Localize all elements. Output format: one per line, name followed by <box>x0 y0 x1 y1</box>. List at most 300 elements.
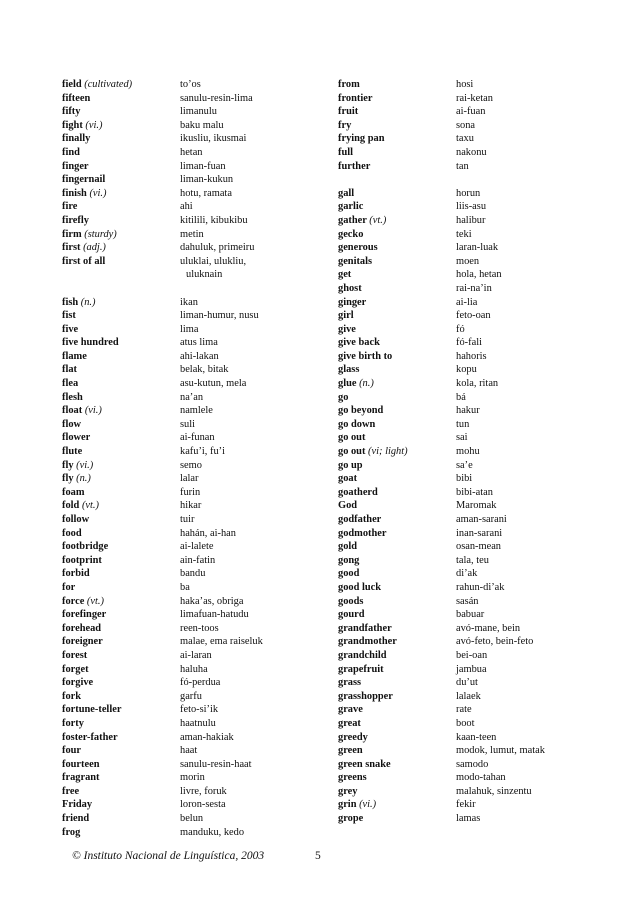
translation: rai-ketan <box>456 92 493 104</box>
dictionary-entry <box>62 228 354 242</box>
headword-text: flute <box>62 446 83 458</box>
headword-text: good luck <box>338 581 382 593</box>
headword <box>62 363 180 377</box>
translation: tun <box>456 418 470 430</box>
headword-text: frontier <box>338 92 373 104</box>
headword-text: goatherd <box>338 486 378 498</box>
translation: avó-mane, bein <box>456 622 521 634</box>
headword-text: go down <box>338 418 376 430</box>
translation: reen-toos <box>180 622 219 634</box>
headword-text: fight <box>62 119 83 131</box>
dictionary-entry <box>62 200 354 214</box>
headword-text: fly <box>62 459 74 471</box>
translation: kola, ritan <box>456 378 499 390</box>
translation: to’os <box>180 79 201 90</box>
headword <box>62 445 180 459</box>
headword-text: go out <box>338 446 366 458</box>
translation: belak, bitak <box>180 364 229 376</box>
dictionary-entry <box>62 146 354 160</box>
translation: sasán <box>456 595 479 607</box>
headword-text: foster-father <box>62 731 118 743</box>
headword <box>62 676 180 690</box>
headword <box>338 241 456 255</box>
translation: mohu <box>456 446 480 458</box>
headword <box>338 703 456 717</box>
translation: haluha <box>180 663 208 675</box>
headword-text: fifty <box>62 106 81 118</box>
dictionary-entry <box>62 812 354 826</box>
headword-text: fragrant <box>62 772 100 784</box>
headword <box>338 78 456 92</box>
headword-text: goods <box>338 595 364 607</box>
translation: livre, foruk <box>180 785 227 797</box>
headword-text: float <box>62 405 83 417</box>
translation: lalaek <box>456 690 481 702</box>
dictionary-entry <box>338 363 630 377</box>
translation: bei-oan <box>456 649 488 661</box>
dictionary-entry <box>338 78 630 92</box>
headword-text: forgive <box>62 677 94 689</box>
dictionary-entry <box>338 459 630 473</box>
dictionary-entry <box>338 404 630 418</box>
headword <box>338 105 456 119</box>
grammar-note: (vt.) <box>86 595 104 607</box>
headword <box>62 771 180 785</box>
headword-text: grass <box>338 677 362 689</box>
translation: namlele <box>180 405 213 417</box>
headword <box>338 350 456 364</box>
headword <box>338 119 456 133</box>
headword-text: finally <box>62 133 91 145</box>
dictionary-entry <box>62 826 354 840</box>
dictionary-entry <box>62 486 354 500</box>
headword-text: green snake <box>338 758 391 770</box>
dictionary-entry <box>338 309 630 323</box>
dictionary-entry <box>62 336 354 350</box>
headword <box>338 635 456 649</box>
headword <box>62 731 180 745</box>
headword-text: forty <box>62 717 84 729</box>
headword <box>338 744 456 758</box>
translation: liman-kukun <box>180 174 234 186</box>
headword <box>62 431 180 445</box>
grammar-note: (n.) <box>76 473 91 485</box>
headword-text: glass <box>338 364 360 376</box>
dictionary-entry <box>338 282 630 296</box>
grammar-note: (n.) <box>80 296 96 308</box>
dictionary-entry <box>62 622 354 636</box>
translation: kopu <box>456 364 477 376</box>
headword <box>338 377 456 391</box>
headword <box>338 431 456 445</box>
dictionary-entry <box>338 132 630 146</box>
headword-text: glue <box>338 378 357 390</box>
headword-text: grandchild <box>338 649 387 661</box>
translation: samodo <box>456 758 489 770</box>
headword-text: fist <box>62 310 76 322</box>
headword-text: fly <box>62 473 74 485</box>
headword <box>338 146 456 160</box>
headword <box>338 323 456 337</box>
headword <box>338 336 456 350</box>
headword-text: forbid <box>62 568 90 580</box>
headword-text: girl <box>338 310 354 322</box>
translation: modok, lumut, matak <box>456 745 545 757</box>
translation: liman-fuan <box>180 160 226 172</box>
headword <box>338 309 456 323</box>
translation: ba <box>180 581 190 593</box>
headword <box>62 649 180 663</box>
headword-text: forefinger <box>62 609 107 621</box>
translation: semo <box>180 459 202 471</box>
headword <box>338 187 456 201</box>
dictionary-entry <box>62 296 354 310</box>
headword <box>338 758 456 772</box>
translation: halibur <box>456 214 486 226</box>
right-dictionary-column <box>338 78 630 826</box>
headword-text: find <box>62 146 80 158</box>
headword <box>338 785 456 799</box>
headword-text: grin <box>338 799 357 811</box>
translation: hosi <box>456 79 474 90</box>
grammar-note: (vt.) <box>369 214 387 226</box>
grammar-note: (adj.) <box>83 242 106 254</box>
headword-text: grandmother <box>338 636 397 648</box>
headword-text: fish <box>62 296 79 308</box>
headword <box>338 608 456 622</box>
dictionary-entry <box>62 540 354 554</box>
dictionary-entry <box>338 268 630 282</box>
translation: ahi-lakan <box>180 350 219 362</box>
dictionary-entry <box>338 296 630 310</box>
headword <box>62 78 180 92</box>
translation: babuar <box>456 609 485 621</box>
dictionary-entry <box>62 663 354 677</box>
headword-text: full <box>338 146 354 158</box>
headword-text: firm <box>62 228 82 240</box>
headword-text: finish <box>62 187 87 199</box>
headword-text: flow <box>62 418 82 430</box>
translation: atus lima <box>180 337 218 349</box>
headword-text: first <box>62 242 81 254</box>
translation: na’an <box>180 391 204 403</box>
translation: sanulu-resin-lima <box>180 92 253 104</box>
headword-text: fry <box>338 119 352 131</box>
headword <box>62 581 180 595</box>
dictionary-entry <box>62 404 354 418</box>
headword-text: grave <box>338 704 363 716</box>
dictionary-entry <box>338 214 630 228</box>
headword-text: gecko <box>338 228 364 240</box>
dictionary-entry <box>62 445 354 459</box>
headword-text: grope <box>338 813 364 825</box>
dictionary-entry <box>338 323 630 337</box>
headword <box>62 105 180 119</box>
dictionary-entry <box>338 758 630 772</box>
headword <box>338 595 456 609</box>
headword <box>62 187 180 201</box>
grammar-note: (n.) <box>359 378 374 390</box>
translation: hola, hetan <box>456 269 502 281</box>
headword-text: field <box>62 79 82 90</box>
headword-text: grey <box>338 785 358 797</box>
headword <box>62 241 180 255</box>
translation: du’ut <box>456 677 478 689</box>
dictionary-entry <box>62 717 354 731</box>
headword <box>338 812 456 826</box>
headword <box>338 228 456 242</box>
grammar-note: (vi.) <box>359 799 377 811</box>
dictionary-entry <box>338 472 630 486</box>
headword <box>338 296 456 310</box>
translation: garfu <box>180 690 202 702</box>
headword-text: forget <box>62 663 89 675</box>
headword-text: fourteen <box>62 758 100 770</box>
dictionary-entry <box>62 649 354 663</box>
headword <box>62 608 180 622</box>
translation: haatnulu <box>180 717 216 729</box>
translation: asu-kutun, mela <box>180 378 247 390</box>
translation: osan-mean <box>456 541 502 553</box>
headword <box>338 214 456 228</box>
dictionary-entry <box>338 676 630 690</box>
translation: ahi <box>180 201 193 213</box>
dictionary-entry <box>338 622 630 636</box>
translation: malahuk, sinzentu <box>456 785 532 797</box>
dictionary-entry-continuation <box>62 268 354 282</box>
dictionary-entry <box>62 377 357 391</box>
headword-text: fire <box>62 201 78 213</box>
headword <box>338 527 456 541</box>
translation: tuir <box>180 514 195 525</box>
headword <box>62 296 180 310</box>
headword <box>62 826 180 840</box>
grammar-note: (vi.) <box>85 119 103 131</box>
dictionary-entry <box>338 595 630 609</box>
headword-text: ginger <box>338 296 367 308</box>
headword <box>338 499 456 513</box>
headword-text: go out <box>338 432 366 444</box>
translation: fó-fali <box>456 337 482 349</box>
headword <box>338 418 456 432</box>
dictionary-entry <box>338 486 630 500</box>
dictionary-entry <box>62 567 354 581</box>
headword-text: five <box>62 323 79 335</box>
headword <box>62 173 180 187</box>
dictionary-entry <box>62 744 354 758</box>
translation: liman-humur, nusu <box>180 310 259 322</box>
headword-text: forehead <box>62 622 102 634</box>
dictionary-entry <box>62 459 354 473</box>
translation: manduku, kedo <box>180 826 245 838</box>
headword <box>338 581 456 595</box>
headword-text: first of all <box>62 255 106 267</box>
dictionary-entry <box>62 785 354 799</box>
translation: feto-si’ik <box>180 704 219 716</box>
dictionary-entry <box>338 92 630 106</box>
headword <box>338 798 456 812</box>
headword <box>62 418 180 432</box>
dictionary-entry <box>62 255 354 269</box>
headword <box>62 635 180 649</box>
translation: rahun-di’ak <box>456 581 505 593</box>
translation: limanulu <box>180 106 217 118</box>
dictionary-entry <box>62 731 354 745</box>
headword-text: foreigner <box>62 636 103 648</box>
headword-text: grasshopper <box>338 690 393 702</box>
dictionary-entry <box>62 527 354 541</box>
dictionary-entry <box>62 350 354 364</box>
dictionary-entry <box>338 554 630 568</box>
dictionary-entry <box>62 513 354 527</box>
headword-text: flower <box>62 432 91 444</box>
dictionary-entry <box>62 309 354 323</box>
headword-text: flat <box>62 364 78 376</box>
headword-text: give birth to <box>338 350 393 362</box>
translation: hahoris <box>456 350 487 362</box>
translation: dahuluk, primeiru <box>180 242 255 254</box>
translation: boot <box>456 717 475 729</box>
headword-text: further <box>338 160 371 172</box>
dictionary-entry <box>338 187 630 201</box>
copyright-notice: © Instituto Nacional de Linguística, 2003 <box>72 850 265 862</box>
dictionary-entry <box>338 336 630 350</box>
headword-text: frying pan <box>338 133 385 145</box>
dictionary-entry <box>62 472 354 486</box>
translation: haat <box>180 745 198 757</box>
headword <box>338 132 456 146</box>
headword-text: go <box>338 391 349 403</box>
translation: moen <box>456 255 480 267</box>
translation: liis-asu <box>456 201 487 213</box>
headword <box>62 540 180 554</box>
translation: bibi-atan <box>456 486 493 498</box>
page-number: 5 <box>315 850 321 862</box>
headword <box>338 160 456 174</box>
headword <box>62 499 180 513</box>
translation: bibi <box>456 473 473 485</box>
headword-text: flesh <box>62 391 83 403</box>
headword <box>338 92 456 106</box>
dictionary-entry <box>338 608 630 622</box>
translation: hikar <box>180 500 202 512</box>
headword <box>338 486 456 500</box>
translation: laran-luak <box>456 242 499 254</box>
headword <box>62 336 180 350</box>
translation: tala, teu <box>456 554 489 566</box>
headword <box>338 472 456 486</box>
translation: ai-laran <box>180 649 212 661</box>
headword <box>338 513 456 527</box>
translation: hetan <box>180 146 203 158</box>
headword <box>62 703 180 717</box>
dictionary-entry <box>62 581 354 595</box>
dictionary-entry <box>338 391 630 405</box>
translation: kaan-teen <box>456 731 497 743</box>
dictionary-entry <box>62 92 354 106</box>
translation: hahán, ai-han <box>180 527 236 539</box>
translation: ai-lalete <box>180 541 214 553</box>
dictionary-entry <box>338 527 630 541</box>
translation: modo-tahan <box>456 772 506 784</box>
headword <box>62 744 180 758</box>
translation: fó-perdua <box>180 677 221 689</box>
dictionary-entry <box>62 690 354 704</box>
headword <box>62 798 180 812</box>
headword <box>62 690 180 704</box>
dictionary-entry <box>338 540 630 554</box>
dictionary-entry <box>338 567 630 581</box>
headword <box>62 119 180 133</box>
headword-text: force <box>62 595 85 607</box>
headword-text: fifteen <box>62 92 91 104</box>
dictionary-entry <box>338 228 630 242</box>
headword-text: great <box>338 717 361 729</box>
headword <box>338 540 456 554</box>
translation: malae, ema raiseluk <box>180 636 263 648</box>
headword <box>62 200 180 214</box>
grammar-note: (vi.) <box>76 459 94 471</box>
dictionary-entry <box>338 200 630 214</box>
headword <box>62 228 180 242</box>
headword-text: follow <box>62 514 90 525</box>
headword <box>338 649 456 663</box>
grammar-note: (vi.) <box>84 405 102 417</box>
dictionary-entry <box>62 635 354 649</box>
translation: limafuan-hatudu <box>180 609 249 621</box>
translation: bandu <box>180 568 206 580</box>
dictionary-entry <box>338 581 630 595</box>
translation: kafu’i, fu’i <box>180 446 226 458</box>
headword <box>62 595 180 609</box>
translation: fó <box>456 323 465 335</box>
headword-text: fruit <box>338 106 359 118</box>
headword-text: godfather <box>338 514 382 525</box>
headword-text: fork <box>62 690 82 702</box>
dictionary-entry <box>338 431 630 445</box>
headword-text: green <box>338 745 363 757</box>
headword-text: gong <box>338 554 360 566</box>
translation: sanulu-resin-haat <box>180 758 252 770</box>
translation: uluklai, ulukliu, <box>180 255 247 267</box>
translation: furin <box>180 486 201 498</box>
translation: morin <box>180 772 205 784</box>
translation: tan <box>456 160 469 172</box>
headword-text: garlic <box>338 201 364 213</box>
headword <box>62 459 180 473</box>
translation: lalar <box>180 473 199 485</box>
dictionary-entry <box>62 798 357 812</box>
headword-text: foam <box>62 486 85 498</box>
dictionary-entry <box>62 187 354 201</box>
dictionary-entry <box>62 105 354 119</box>
headword-text: fold <box>62 500 80 512</box>
dictionary-entry <box>62 418 354 432</box>
headword <box>338 445 456 459</box>
translation: sa’e <box>456 459 473 471</box>
headword <box>62 391 180 405</box>
headword-text: grapefruit <box>338 663 384 675</box>
dictionary-entry <box>338 255 630 269</box>
dictionary-entry <box>338 703 630 717</box>
headword <box>338 771 456 785</box>
headword-text: good <box>338 568 360 580</box>
headword <box>62 513 180 527</box>
headword-text: God <box>338 500 358 512</box>
headword-text: generous <box>338 242 378 254</box>
headword <box>62 812 180 826</box>
headword <box>62 146 180 160</box>
